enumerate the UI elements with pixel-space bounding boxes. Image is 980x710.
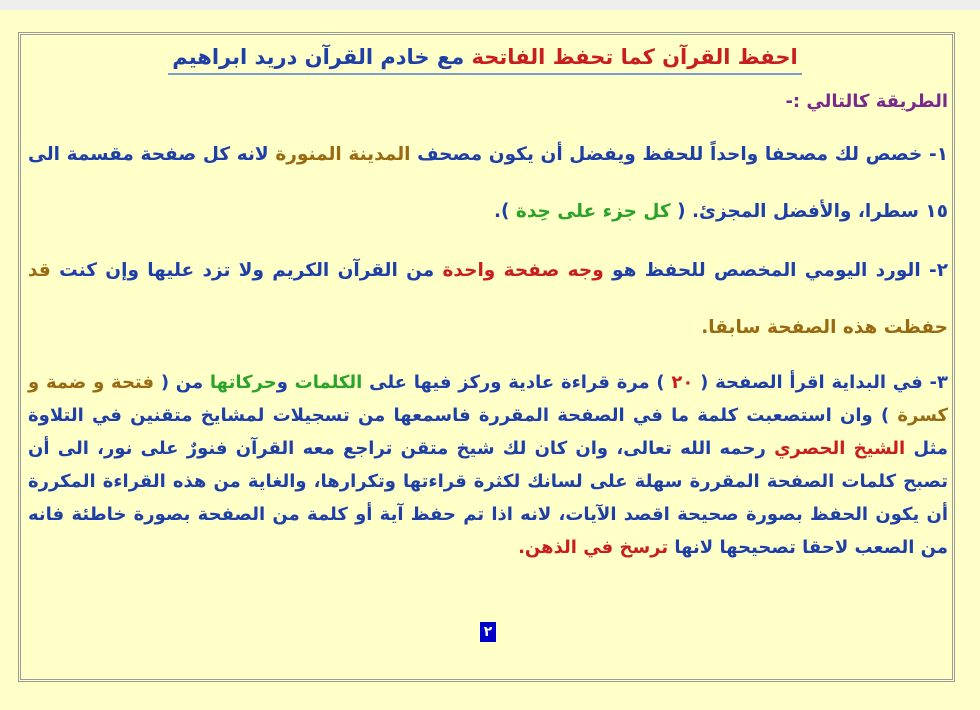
top-bar [0,0,980,10]
p1-text-c: ). [493,201,516,222]
title-author: مع خادم القرآن دريد ابراهيم [172,45,472,69]
title-container [150,44,820,84]
p3-text-f: رحمه الله تعالى، وان كان لك شيخ متقن تراجع معه القرآن فنورٌ على نور، الى أن تصبح كلمات الصفحة المقررة سهلة على لسانك لكثرة قراءتها وتكرارها، والغاية من هذه القراءة المكررة أن يكون الحفظ بصورة صحيحة اقصد الآيات، لانه اذا تم حفظ آية أو كلمة من الصفحة بصورة خاطئة فانه من الصعب لاحقا تصحيحها لانها [28,438,948,558]
title-main: احفظ القرآن كما تحفظ الفاتحة [471,45,798,69]
p3-highlight-husary: الشيخ الحصري [774,438,906,459]
p1-text-a: ١- خصص لك مصحفا واحداً للحفظ ويفضل أن يكون مصحف [410,144,948,165]
p3-highlight-mind: ترسخ في الذهن. [518,537,669,558]
p1-highlight-juz: كل جزء على حِدة [515,201,671,222]
page-title [168,44,802,75]
p2-highlight-page: وجه صفحة واحدة [442,260,604,281]
p3-highlight-words: الكلمات [294,372,363,393]
intro-line: الطريقة كالتالي :- [785,91,948,112]
p3-text-c: و [276,372,295,393]
paragraph-1 [28,126,948,240]
p3-highlight-twenty: ٢٠ [671,372,694,393]
p1-text-b: لانه كل صفحة مقسمة الى ١٥ سطرا، والأفضل المجزئ. ( [28,144,948,222]
p1-highlight-madinah: المدينة المنورة [275,144,411,165]
document-body [28,88,948,588]
p3-highlight-vowels: فتحة و ضمة و كسرة [28,372,948,426]
p2-text-b: من القرآن الكريم ولا تزد عليها وإن كنت [50,260,443,281]
paragraph-3 [28,366,948,564]
p2-highlight-memorized: قد حفظت هذه الصفحة سابقا. [28,260,948,338]
p3-text-b: ) مرة قراءة عادية وركز فيها على [362,372,672,393]
p3-text-a: ٣- في البداية اقرأ الصفحة ( [693,372,948,393]
p3-text-d: من ( [154,372,210,393]
p3-text-e: ) وان استصعبت كلمة ما في الصفحة المقررة فاسمعها من تسجيلات لمشايخ متقنين في التلاوة مثل [28,405,948,459]
paragraph-2 [28,242,948,356]
p3-highlight-harakat: حركاتها [209,372,277,393]
p2-text-a: ٢- الورد اليومي المخصص للحفظ هو [603,260,948,281]
page-number: ٢ [480,622,496,642]
